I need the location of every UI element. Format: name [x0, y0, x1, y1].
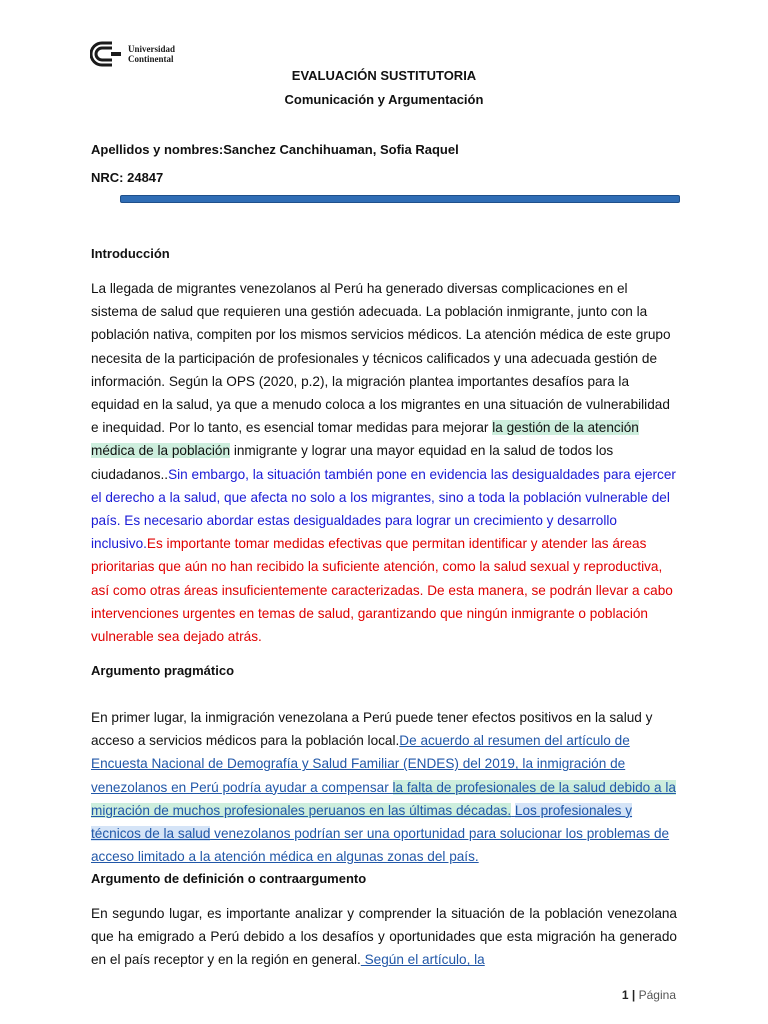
page-footer: 1 | Página: [621, 988, 676, 1002]
pragmatic-paragraph: En primer lugar, la inmigración venezolana a Perú puede tener efectos positivos en la salud y acceso a servicios médicos para la población local.De acuerdo al resumen del artículo de Encuesta Nacional de Demografía y Salud Familiar (ENDES) del 2019, la inmigración de venezolanos en Perú podría ayudar a compensar la falta de profesionales de la salud debido a la migración de muchos profesionales peruanos en las últimas décadas. Los profesionales y técnicos de la salud venezolanos podrían ser una oportunidad para solucionar los problemas de acceso limitado a la atención médica en algunas zonas del país.: [91, 710, 676, 865]
university-logo-text: Universidad Continental: [128, 44, 176, 64]
pragmatic-heading: Argumento pragmático: [91, 663, 235, 678]
pragmatic-highlight-1[interactable]: la falta de profesionales de la salud debido a la migración de muchos profesionales peruanos en las últimas décadas.: [91, 779, 676, 818]
intro-red-text: Es importante tomar medidas efectivas que permitan identificar y atender las áreas prioritarias que aún no han recibido la suficiente atención, como la salud sexual y reproductiva, así como otras áreas insuficientemente caracterizadas. De esta manera, se podrán llevar a cabo intervenciones urgentes en temas de salud, garantizando que ningún inmigrante o población vulnerable sea dejado atrás.: [91, 536, 673, 645]
university-logo-icon: [90, 40, 124, 68]
intro-blue-text: Sin embargo, la situación también pone en evidencia las desigualdades para ejercer el derecho a la salud, que afecta no solo a los migrantes, sino a toda la población vulnerable del país. Es necesario abordar estas desigualdades para lograr un crecimiento y desarrollo inclusivo.: [91, 466, 676, 552]
header-divider: [120, 195, 680, 203]
university-logo: [90, 40, 175, 68]
student-name: Apellidos y nombres:Sanchez Canchihuaman, Sofia Raquel: [91, 142, 459, 157]
pragmatic-link-1[interactable]: De acuerdo al resumen del artículo de Encuesta Nacional de Demografía y Salud Familiar (ENDES) del 2019, la inmigración de venezolanos en Perú podría ayudar a compensar: [91, 733, 630, 795]
definition-paragraph: En segundo lugar, es importante analizar y comprender la situación de la población venezolana que ha emigrado a Perú debido a los desafíos y oportunidades que esta migración ha generado en el país receptor y en la región en general. Según el artículo, la: [91, 906, 677, 968]
document-subtitle: Comunicación y Argumentación: [284, 92, 484, 107]
pragmatic-link-2[interactable]: venezolanos podrían ser una oportunidad para solucionar los problemas de acceso limitado a la atención médica en algunas zonas del país.: [91, 826, 670, 865]
page-label: Página: [638, 988, 676, 1002]
definition-heading: Argumento de definición o contraargumento: [91, 871, 367, 886]
intro-paragraph: La llegada de migrantes venezolanos al Perú ha generado diversas complicaciones en el sistema de salud que requieren una gestión adecuada. La población inmigrante, junto con la población nativa, compiten por los mismos servicios médicos. La atención médica de este grupo necesita de la participación de profesionales y técnicos calificados y una adecuada gestión de información. Según la OPS (2020, p.2), la migración plantea importantes desafíos para la equidad en la salud, ya que a menudo coloca a los migrantes en una situación de vulnerabilidad e inequidad. Por lo tanto, es esencial tomar medidas para mejorar la gestión de la atención médica de la población inmigrante y lograr una mayor equidad en la salud de todos los ciudadanos..Sin embargo, la situación también pone en evidencia las desigualdades para ejercer el derecho a la salud, que afecta no solo a los migrantes, sino a toda la población vulnerable del país. Es necesario abordar estas desigualdades para lograr un crecimiento y desarrollo inclusivo.Es importante tomar medidas efectivas que permitan identificar y atender las áreas prioritarias que aún no han recibido la suficiente atención, como la salud sexual y reproductiva, así como otras áreas insuficientemente caracterizadas. De esta manera, se podrán llevar a cabo intervenciones urgentes en temas de salud, garantizando que ningún inmigrante o población vulnerable sea dejado atrás.: [91, 281, 676, 645]
nrc-field: NRC: 24847: [91, 170, 164, 185]
intro-heading: Introducción: [91, 246, 170, 261]
page-number: 1: [621, 988, 629, 1002]
definition-link[interactable]: Según el artículo, la: [360, 952, 485, 968]
pragmatic-highlight-2[interactable]: Los profesionales y técnicos de la salud: [91, 802, 633, 842]
document-title: EVALUACIÓN SUSTITUTORIA: [291, 68, 477, 83]
intro-highlight: la gestión de la atención médica de la población: [91, 420, 639, 459]
